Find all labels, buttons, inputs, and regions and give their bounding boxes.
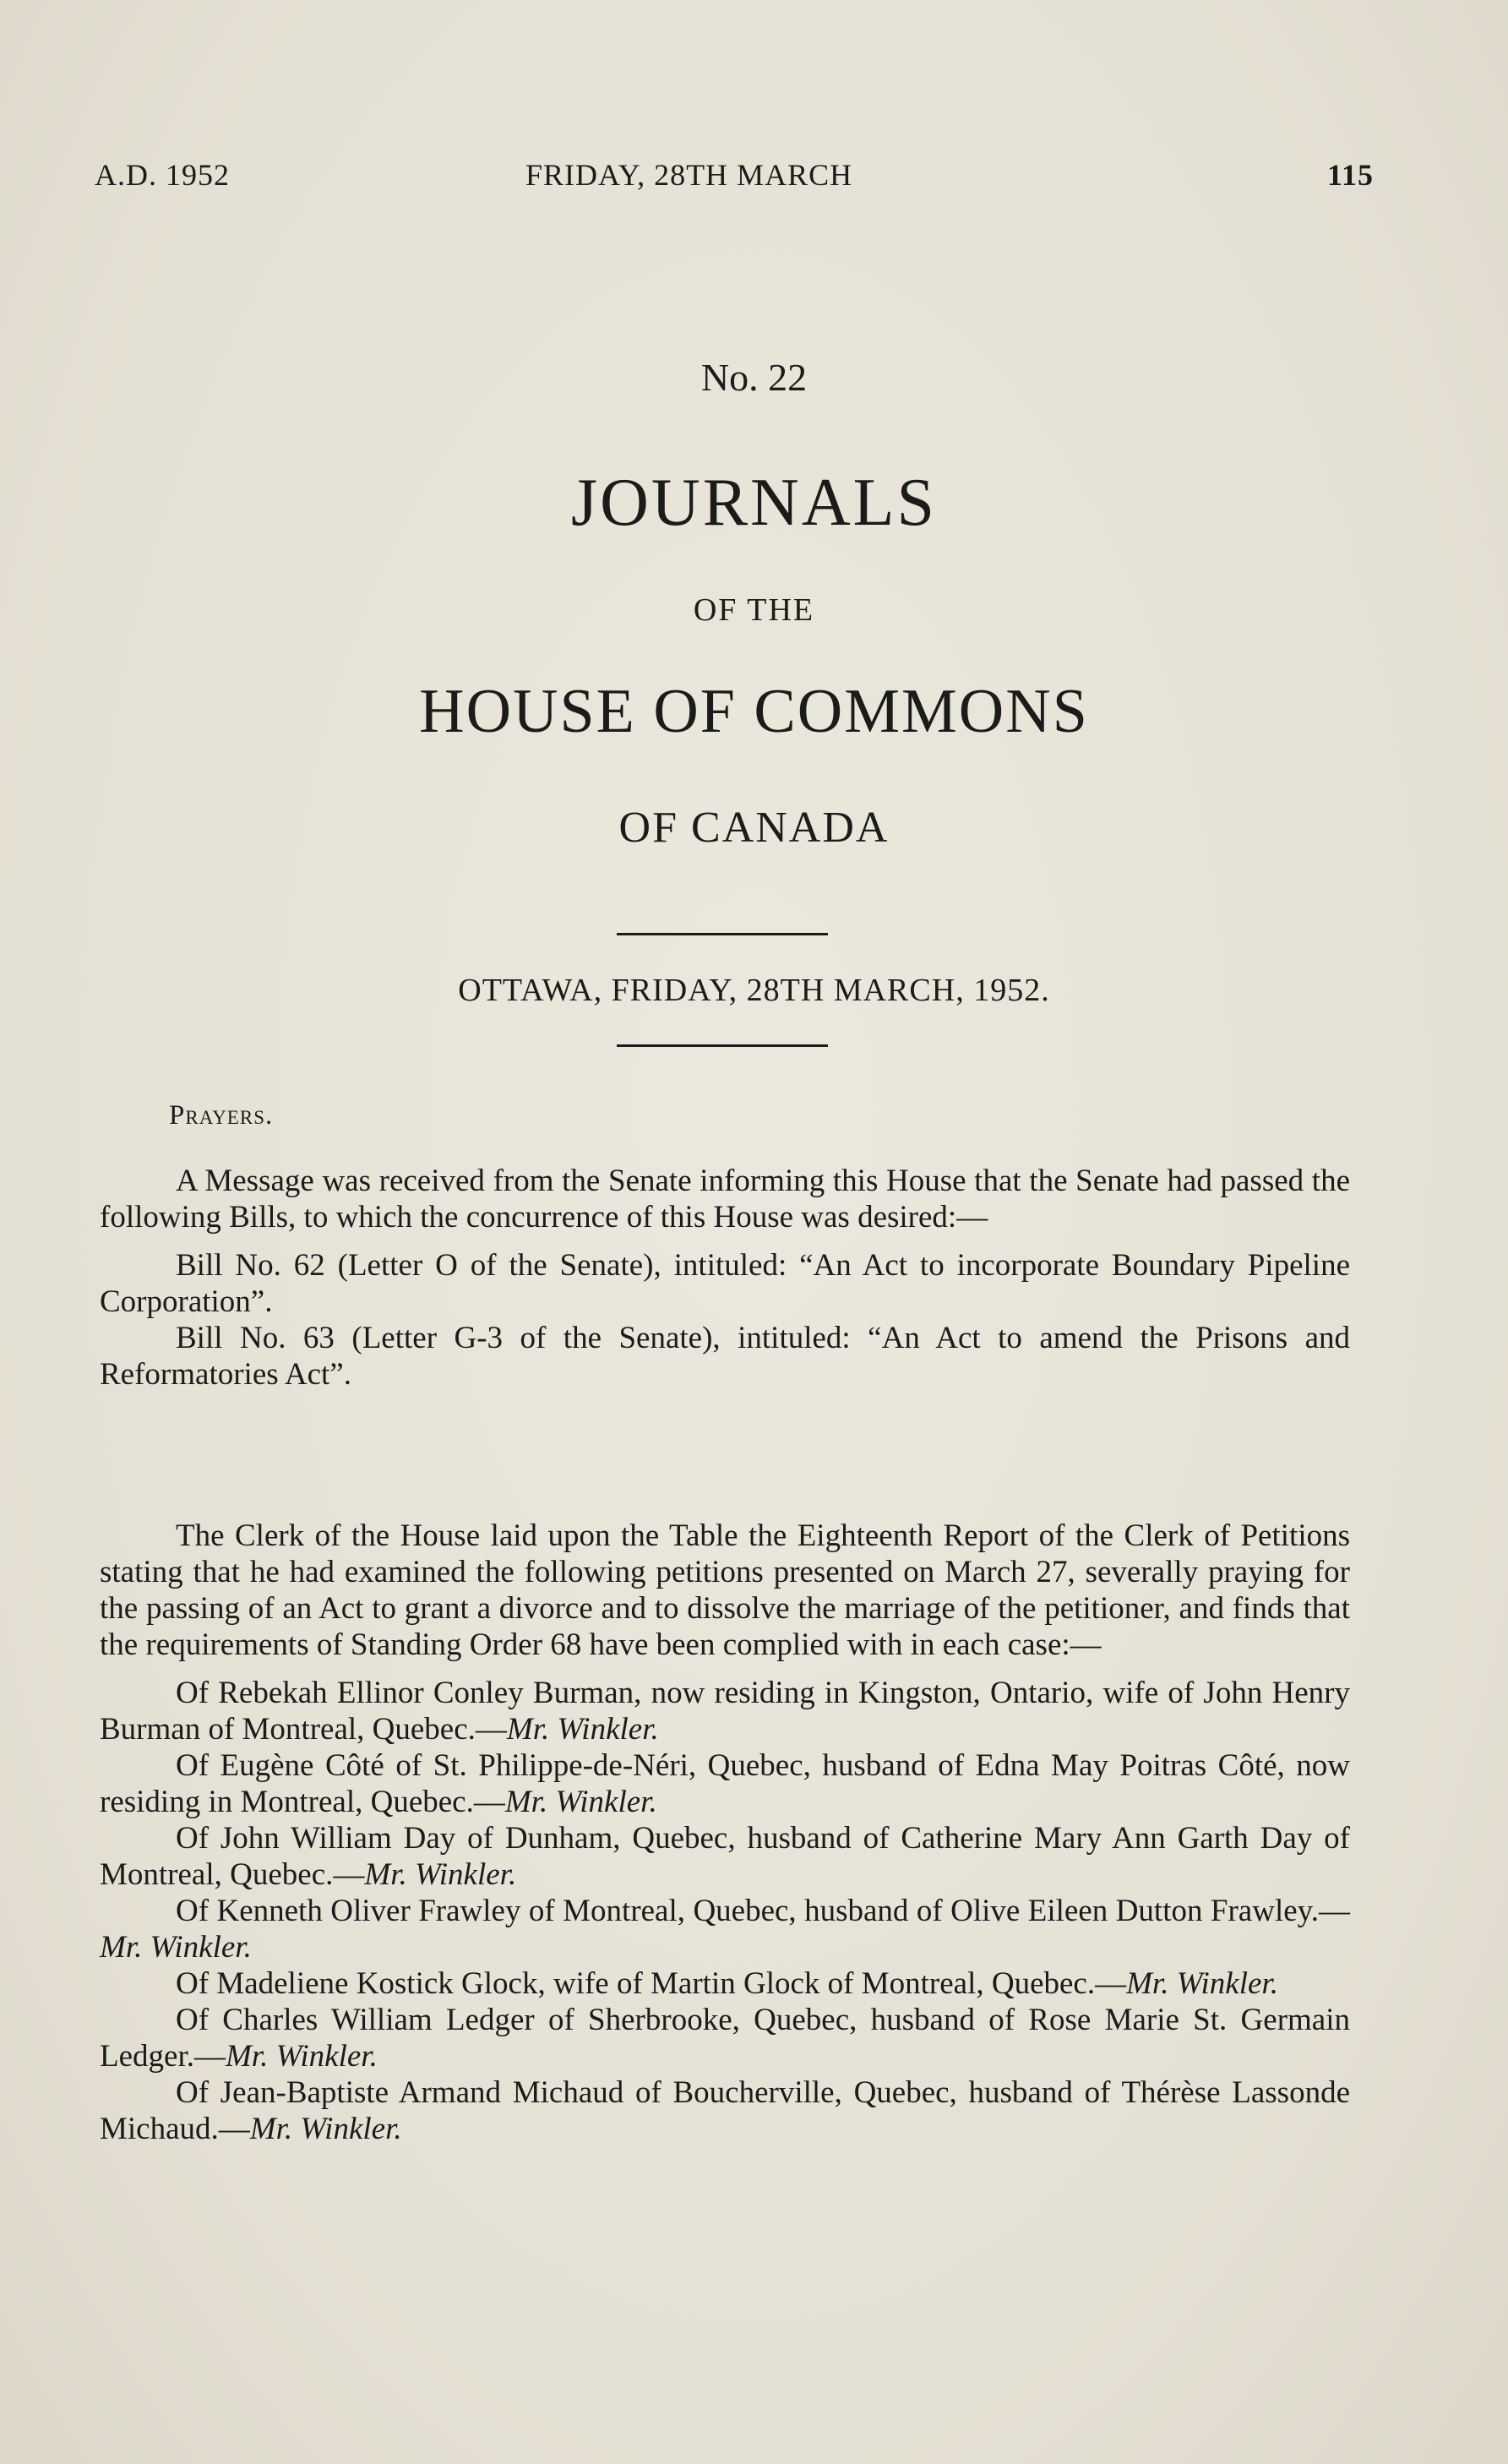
petition-text: Of Kenneth Oliver Frawley of Montreal, Quebec, husband of Olive Eileen Dutton Frawley.—	[176, 1894, 1350, 1928]
petition-entry	[100, 1747, 1350, 1820]
petition-sponsor: Mr. Winkler.	[506, 1712, 659, 1747]
header-date: FRIDAY, 28TH MARCH	[525, 158, 853, 192]
petition-sponsor: Mr. Winkler.	[1126, 1966, 1278, 2001]
petition-sponsor: Mr. Winkler.	[364, 1857, 517, 1892]
petition-text: Of Rebekah Ellinor Conley Burman, now residing in Kingston, Ontario, wife of John Henry Burman of Montreal, Quebec.—	[100, 1676, 1350, 1747]
bill-entry: Bill No. 63 (Letter G-3 of the Senate), intituled: “An Act to amend the Prisons and Reformatories Act”.	[100, 1321, 1350, 1392]
running-header	[95, 157, 1374, 199]
clerk-report-section	[100, 1518, 1350, 2147]
divider-rule	[617, 933, 828, 935]
divider-rule	[617, 1044, 828, 1047]
journal-title: JOURNALS	[571, 466, 937, 540]
senate-message-intro: A Message was received from the Senate informing this House that the Senate had passed the following Bills, to which the concurrence of this House was desired:—	[100, 1164, 1350, 1235]
bill-entry: Bill No. 62 (Letter O of the Senate), intituled: “An Act to incorporate Boundary Pipeline Corporation”.	[100, 1248, 1350, 1319]
petition-sponsor: Mr. Winkler.	[225, 2039, 378, 2074]
title-house-of-commons: HOUSE OF COMMONS	[419, 677, 1089, 746]
petition-entry	[100, 1893, 1350, 1965]
petition-entry	[100, 1675, 1350, 1747]
petition-entry	[100, 2002, 1350, 2074]
clerk-report-intro: The Clerk of the House laid upon the Table the Eighteenth Report of the Clerk of Petitions stating that he had examined the following petitions presented on March 27, severally praying for the passing of an Act to grant a divorce and to dissolve the marriage of the petitioner, and finds that the requirements of Standing Order 68 have been complied with in each case:—	[100, 1518, 1350, 1662]
petition-entry	[100, 1820, 1350, 1893]
petition-sponsor: Mr. Winkler.	[249, 2112, 402, 2146]
petition-text: Of Charles William Ledger of Sherbrooke, Quebec, husband of Rose Marie St. Germain Ledger.—	[100, 2003, 1350, 2074]
prayers-heading: Prayers.	[169, 1100, 274, 1131]
petition-text: Of Jean-Baptiste Armand Michaud of Boucherville, Quebec, husband of Thérèse Lassonde Michaud.—	[100, 2075, 1350, 2146]
page-number: 115	[1326, 158, 1374, 192]
petition-entry	[100, 1965, 1350, 2002]
petition-text: Of Madeliene Kostick Glock, wife of Martin Glock of Montreal, Quebec.—	[176, 1966, 1127, 2001]
petition-entry	[100, 2074, 1350, 2147]
dateline: OTTAWA, FRIDAY, 28TH MARCH, 1952.	[458, 973, 1050, 1008]
petition-sponsor: Mr. Winkler.	[504, 1785, 657, 1819]
petition-sponsor: Mr. Winkler.	[100, 1930, 252, 1965]
petition-text: Of Eugène Côté of St. Philippe-de-Néri, Quebec, husband of Edna May Poitras Côté, now residing in Montreal, Quebec.—	[100, 1748, 1350, 1819]
title-of-the: OF THE	[693, 592, 815, 628]
petition-text: Of John William Day of Dunham, Quebec, husband of Catherine Mary Ann Garth Day of Montreal, Quebec.—	[100, 1821, 1350, 1892]
journal-number: No. 22	[700, 356, 808, 399]
header-year: A.D. 1952	[95, 158, 230, 192]
senate-message-section	[100, 1163, 1350, 1393]
title-of-canada: OF CANADA	[618, 804, 890, 852]
petition-list	[100, 1675, 1350, 2147]
